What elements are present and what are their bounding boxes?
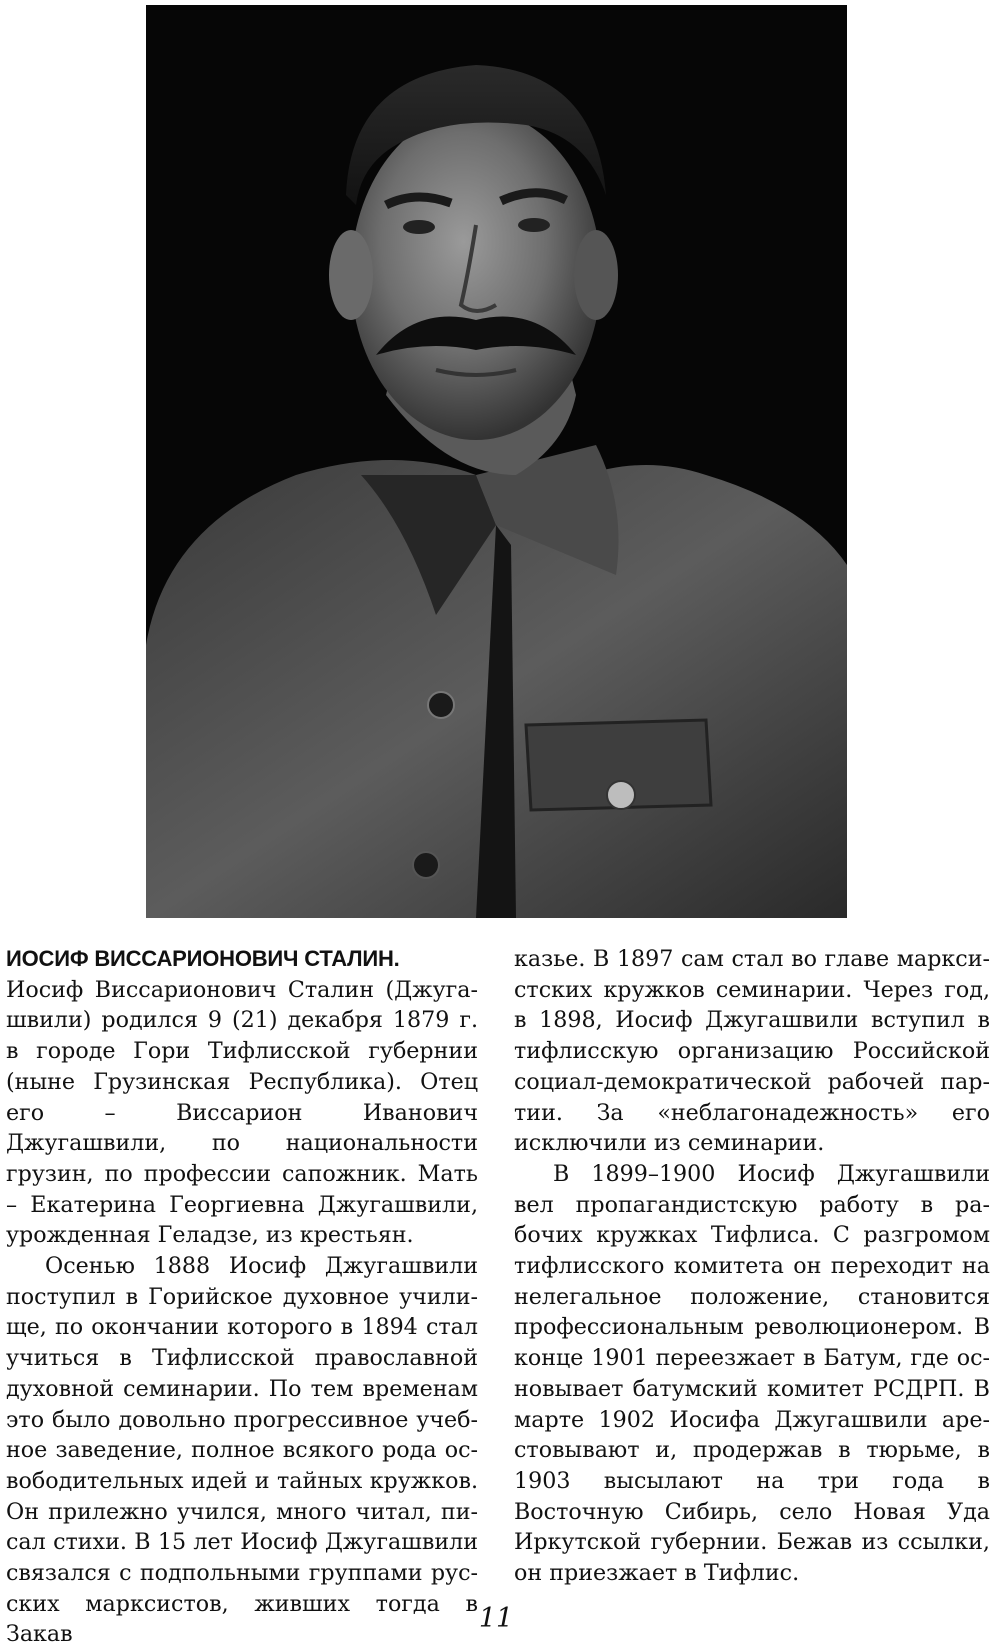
- paragraph-biography-birth: Иосиф Виссарионович Сталин (Джугашвили) родился 9 (21) декабря 1879 г. в городе Гори Тифлисской губернии (ныне Грузинская Республика). Отец его – Виссарион Иванович Джугашвили, по национальности грузин, по профессии сапожник. Мать – Екатерина Георгиевна Джугашвили, урожденная Геладзе, из крестьян.: [6, 976, 478, 1249]
- article-heading: ИОСИФ ВИССАРИОНОВИЧ СТАЛИН.: [6, 946, 400, 971]
- portrait-illustration: [146, 5, 847, 918]
- paragraph-education-right: казье. В 1897 сам стал во главе марксистских кружков семинарии. Через год, в 1898, Иосиф Джугашвили вступил в тифлисскую организацию Российской социал-демократической рабочей партии. За «неблагонадежность» его исключили из семинарии.: [514, 946, 990, 1157]
- article-intro: [6, 944, 478, 1251]
- page-number: 11: [478, 1603, 514, 1634]
- paragraph-education-left: Осенью 1888 Иосиф Джугашвили поступил в Горийское духовное училище, по окончании которого в 1894 стал учиться в Тифлисской православной духовной семинарии. По тем временам это было довольно прогрессивное учебное заведение, полное всякого рода освободительных идей и тайных кружков. Он прилежно учился, много читал, писал стихи. В 15 лет Иосиф Джугашвили связался с подпольными группами русских марксистов, живших тогда в Закав: [6, 1253, 478, 1648]
- paragraph-revolutionary-work: В 1899–1900 Иосиф Джугашвили вел пропагандистскую работу в рабочих кружках Тифлиса. С разгромом тифлисского комитета он переходит на нелегальное положение, становится профессиональным революционером. В конце 1901 переезжает в Батум, где основывает батумский комитет РСДРП. В марте 1902 Иосифа Джугашвили арестовывают и, продержав в тюрьме, в 1903 высылают на три года в Восточную Сибирь, село Новая Уда Иркутской губернии. Бежав из ссылки, он приезжает в Тифлис.: [514, 1160, 990, 1587]
- portrait-photo: [146, 5, 847, 918]
- text-column-left: [6, 944, 478, 1650]
- text-column-right: [514, 944, 990, 1589]
